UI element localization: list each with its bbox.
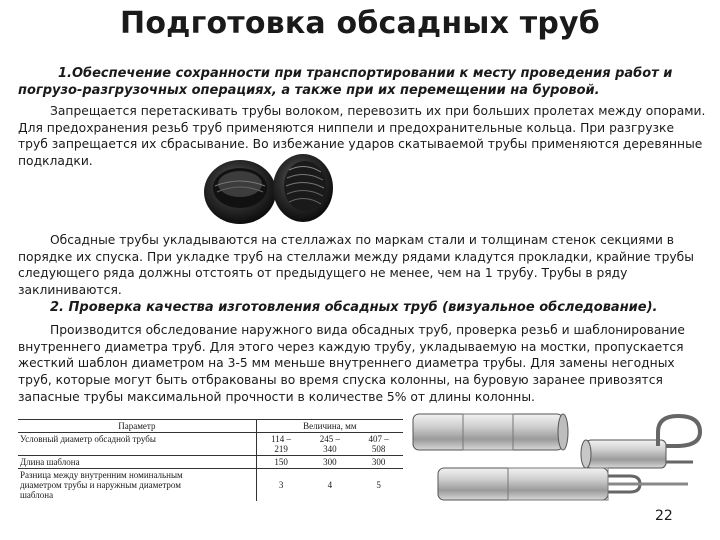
table-cell-value: 150: [256, 456, 305, 469]
text-line: следующего ряда должны отстоять от предыдущего не менее, чем на 1 трубу. Трубы в ряду: [18, 266, 628, 281]
text-line: внутреннего диаметра труб. Для этого через каждую трубу, укладываемую на мостки, пропускается: [18, 339, 684, 354]
text-line: Производится обследование наружного вида обсадных труб, проверка резьб и шаблонирование: [50, 323, 685, 337]
table-cell-label: Условный диаметр обсадной трубы: [18, 433, 256, 456]
text-line: Запрещается перетаскивать трубы волоком, перевозить их при больших пролетах между опорами.: [50, 104, 706, 118]
page-title: Подготовка обсадных труб: [120, 6, 600, 41]
text-line: труб, которые могут быть отбракованы во время спуска колонны, на буровую заранее привозятся: [18, 373, 663, 388]
table-label-line: шаблона: [20, 490, 54, 500]
table-cell-value: 245 –: [319, 434, 340, 444]
paragraph-inspection: [18, 322, 708, 406]
table-cell-value: 4: [327, 480, 333, 490]
text-line: подкладки.: [18, 154, 93, 169]
table-label-line: диаметром трубы и наружным диаметром: [20, 480, 181, 490]
table-cell-value: 5: [376, 480, 381, 490]
table-cell-value: 407 –: [368, 434, 389, 444]
table-header-value: Величина, мм: [256, 420, 403, 433]
table-cell: [305, 433, 354, 456]
table-cell-value: 3: [256, 469, 305, 502]
page-number: 22: [655, 508, 673, 524]
text-line: заклиниваются.: [18, 283, 122, 298]
table-cell-label: [18, 469, 256, 502]
table-cell-value: 114 –: [271, 434, 292, 444]
text-line: труб запрещается их сбрасывание. Во избежание ударов скатываемой трубы применяются деревянные: [18, 137, 703, 152]
pipe-gauge-illustration: [408, 402, 708, 517]
section1-heading-line: 1.Обеспечение сохранности при транспортировании к месту проведения работ и: [58, 66, 673, 81]
table-cell-value: 219: [274, 444, 288, 454]
table-cell-value: 340: [323, 444, 337, 454]
gauge-parameters-table: [18, 419, 403, 501]
paragraph-storage: [18, 232, 708, 299]
text-line: Для предохранения резьб труб применяются ниппели и предохранительные кольца. При разгрузке: [18, 120, 675, 135]
text-line: порядке их спуска. При укладке труб на стеллажи между рядами кладутся прокладки, крайние трубы: [18, 249, 694, 264]
table-cell: [354, 433, 403, 456]
protective-caps-photo: [195, 148, 345, 232]
table-label-line: Разница между внутренним номинальным: [20, 470, 183, 480]
section2-heading: 2. Проверка качества изготовления обсадных труб (визуальное обследование).: [50, 300, 658, 315]
paragraph-transport: [18, 103, 708, 170]
text-line: запасные трубы максимальной прочности в количестве 5% от длины колонны.: [18, 389, 535, 404]
section1-heading: [18, 65, 698, 99]
text-line: жесткий шаблон диаметром на 3-5 мм меньше внутреннего диаметра трубы. Для замены негодных: [18, 356, 675, 371]
table-cell-value: 300: [354, 456, 403, 469]
table-cell: [256, 433, 305, 456]
table-cell-label: Длина шаблона: [18, 456, 256, 469]
table-cell-value: 508: [371, 444, 386, 454]
table-header-param: Параметр: [18, 420, 256, 433]
text-line: Обсадные трубы укладываются на стеллажах по маркам стали и толщинам стенок секциями в: [50, 233, 675, 247]
section1-heading-line: погрузо-разгрузочных операциях, а также при их перемещении на буровой.: [18, 83, 600, 98]
table-cell-value: 300: [305, 456, 354, 469]
